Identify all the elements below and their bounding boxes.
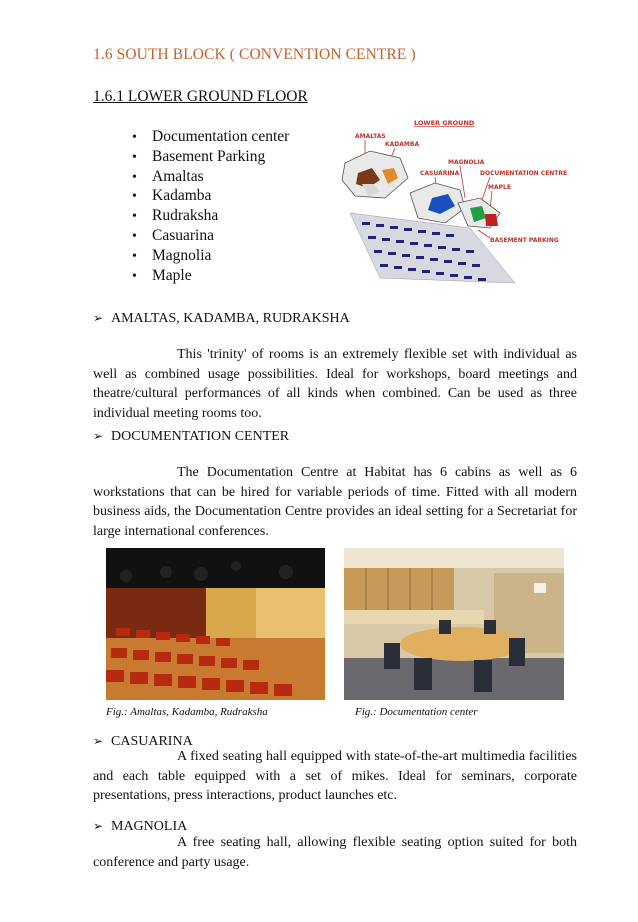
list-item: • Magnolia [132,246,212,264]
subsection-heading: 1.6.1 LOWER GROUND FLOOR [93,88,308,105]
paragraph-magnolia [93,833,577,872]
list-item-text: Kadamba [152,187,212,205]
plan-label-documentation: DOCUMENTATION CENTRE [480,170,568,177]
paragraph-text: This 'trinity' of rooms is an extremely flexible set with individual as well as combined usage possibilities. Ideal for workshops, board meetings and theatre/cultural performances of all kinds when combined. Can be used as three individual meeting rooms too. [93,347,577,421]
section-title-text: AMALTAS, KADAMBA, RUDRAKSHA [111,311,350,326]
section-title-amaltas [93,311,350,327]
list-item: • Rudraksha [132,207,219,225]
list-item: • Documentation center [132,128,290,145]
plan-label-maple: MAPLE [488,184,511,191]
list-item: • Kadamba [132,187,212,205]
list-item: • Basement Parking [132,147,266,165]
list-item: • Amaltas [132,167,204,185]
paragraph-amaltas [93,345,577,423]
caption-left: Fig.: Amaltas, Kadamba, Rudraksha [106,706,268,718]
paragraph-text: The Documentation Centre at Habitat has 6 cabins as well as 6 workstations that can be hired for variable periods of time. Fitted with all modern business aids, the Documentation Centre provides an ideal setting for a Secretariat for large international conferences. [93,465,577,539]
section-title-documentation [93,429,289,445]
arrow-bullet-icon: ➢ [93,819,104,833]
section-title-text: MAGNOLIA [111,819,188,834]
arrow-bullet-icon: ➢ [93,311,104,325]
plan-label-kadamba: KADAMBA [385,141,420,148]
paragraph-text: A free seating hall, allowing flexible seating option suited for both conference and party usage. [93,835,577,870]
paragraph-casuarina [93,747,577,806]
list-item-text: Documentation center [152,128,290,145]
list-item: • Casuarina [132,226,214,244]
photo-amaltas-hall [106,548,325,700]
plan-label-magnolia: MAGNOLIA [448,159,485,166]
plan-label-casuarina: CASUARINA [420,170,460,177]
floor-plan-image [340,118,580,296]
list-item-text: Amaltas [152,167,204,185]
section-heading: 1.6 SOUTH BLOCK ( CONVENTION CENTRE ) [93,46,416,63]
caption-right: Fig.: Documentation center [355,706,478,718]
list-item-text: Rudraksha [152,207,219,225]
paragraph-documentation [93,463,577,541]
paragraph-text: A fixed seating hall equipped with state-of-the-art multimedia facilities and each table equipped with a set of mikes. Ideal for seminars, corporate presentations, press interactions, product launches etc. [93,749,577,804]
plan-label-parking: BASEMENT PARKING [490,237,559,244]
list-item-text: Basement Parking [152,147,266,165]
plan-title: LOWER GROUND [414,119,475,127]
list-item: • Maple [132,266,192,284]
list-item-text: Magnolia [152,246,212,264]
photo-documentation-center [344,548,564,700]
bullet-list [132,127,289,285]
arrow-bullet-icon: ➢ [93,429,104,443]
list-item-text: Maple [152,266,192,284]
section-title-text: CASUARINA [111,734,193,749]
list-item-text: Casuarina [152,226,214,244]
section-title-text: DOCUMENTATION CENTER [111,429,290,444]
arrow-bullet-icon: ➢ [93,734,104,748]
plan-label-amaltas: AMALTAS [355,133,386,140]
